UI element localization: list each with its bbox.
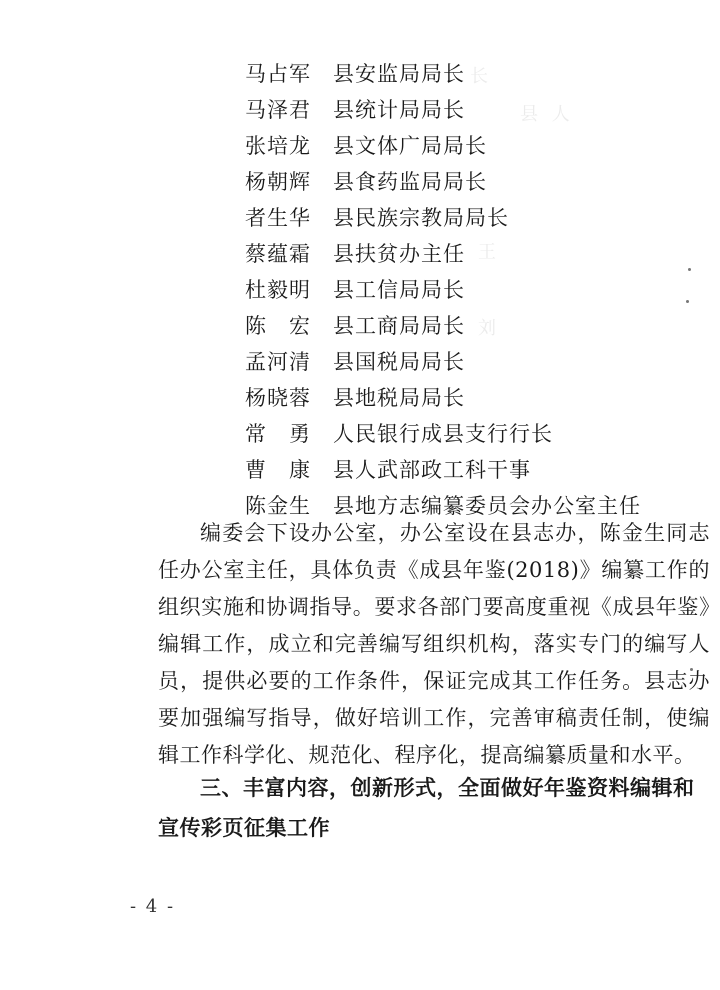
member-name: 张培龙	[245, 134, 311, 158]
member-title: 县民族宗教局局长	[333, 206, 509, 230]
member-name: 杨晓蓉	[245, 386, 311, 410]
member-title: 县扶贫办主任	[333, 242, 465, 266]
committee-member-list	[245, 56, 685, 524]
member-row	[245, 56, 685, 92]
member-name: 马泽君	[245, 98, 311, 122]
member-row	[245, 92, 685, 128]
member-title: 县工商局局长	[333, 314, 465, 338]
member-name: 杜毅明	[245, 278, 311, 302]
member-name: 曹 康	[245, 458, 311, 482]
member-title: 人民银行成县支行行长	[333, 422, 553, 446]
member-title: 县安监局局长	[333, 62, 465, 86]
member-name: 马占军	[245, 62, 311, 86]
scan-mark	[688, 268, 691, 271]
member-name: 陈金生	[245, 494, 311, 518]
member-name: 者生华	[245, 206, 311, 230]
member-title: 县人武部政工科干事	[333, 458, 531, 482]
member-row	[245, 452, 685, 488]
bleed-through-decoration: 王	[478, 242, 500, 263]
member-name: 杨朝辉	[245, 170, 311, 194]
member-title: 县文体广局局长	[333, 134, 487, 158]
bleed-through-decoration: 县 人	[520, 104, 574, 125]
member-row	[245, 128, 685, 164]
member-row	[245, 236, 685, 272]
member-title: 县工信局局长	[333, 278, 465, 302]
scan-mark	[686, 300, 689, 303]
member-name: 陈 宏	[245, 314, 311, 338]
member-row	[245, 344, 685, 380]
member-row	[245, 164, 685, 200]
section-heading: 三、丰富内容，创新形式，全面做好年鉴资料编辑和宣传彩页征集工作	[158, 776, 695, 840]
member-title: 县国税局局长	[333, 350, 465, 374]
member-name: 孟河清	[245, 350, 311, 374]
member-title: 县食药监局局长	[333, 170, 487, 194]
member-row	[245, 200, 685, 236]
body-text	[158, 515, 710, 774]
member-name: 常 勇	[245, 422, 311, 446]
member-name: 蔡蕴霜	[245, 242, 311, 266]
member-title: 县地税局局长	[333, 386, 465, 410]
member-title: 县地方志编纂委员会办公室主任	[333, 494, 641, 518]
bleed-through-decoration: 长	[470, 66, 492, 87]
member-row	[245, 380, 685, 416]
bleed-through-decoration: 刘	[478, 318, 500, 339]
page-number: - 4 -	[130, 896, 176, 917]
body-paragraph: 编委会下设办公室，办公室设在县志办，陈金生同志任办公室主任，具体负责《成县年鉴(2018)》编纂工作的组织实施和协调指导。要求各部门要高度重视《成县年鉴》编辑工作，成立和完善编写组织机构，落实专门的编写人员，提供必要的工作条件，保证完成其工作任务。县志办要加强编写指导，做好培训工作，完善审稿责任制，使编辑工作科学化、规范化、程序化，提高编纂质量和水平。	[158, 521, 710, 767]
member-row	[245, 272, 685, 308]
member-title: 县统计局局长	[333, 98, 465, 122]
member-row	[245, 416, 685, 452]
member-row	[245, 308, 685, 344]
